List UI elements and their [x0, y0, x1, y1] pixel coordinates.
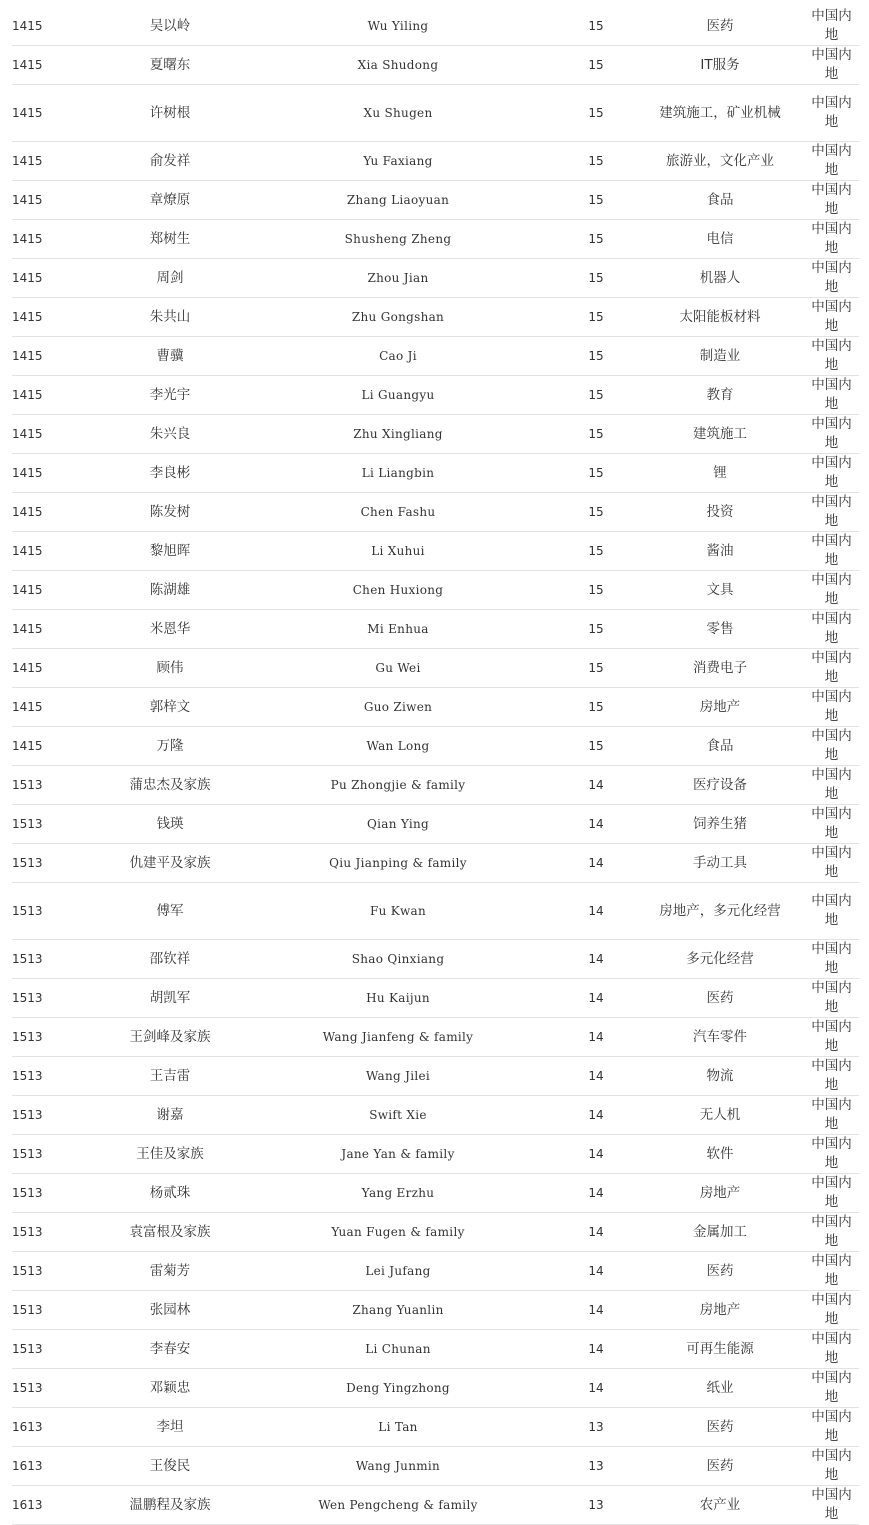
english-name-cell: Li Liangbin — [240, 454, 556, 493]
rank-cell: 1415 — [12, 649, 100, 688]
table-row — [12, 883, 859, 940]
industry-cell: 可再生能源 — [636, 1330, 804, 1369]
table-row — [12, 376, 859, 415]
industry-cell: 旅游业，文化产业 — [636, 142, 804, 181]
english-name-cell: Jane Yan & family — [240, 1135, 556, 1174]
table-row — [12, 337, 859, 376]
region-cell: 中国内地 — [804, 844, 859, 883]
rank-cell: 1513 — [12, 1330, 100, 1369]
chinese-name-cell: 吴以岭 — [100, 7, 240, 46]
table-row — [12, 1135, 859, 1174]
rank-cell: 1415 — [12, 493, 100, 532]
chinese-name-cell: 夏曙东 — [100, 46, 240, 85]
wealth-cell: 14 — [556, 1018, 636, 1057]
table-row — [12, 805, 859, 844]
region-cell: 中国内地 — [804, 1213, 859, 1252]
wealth-cell: 15 — [556, 142, 636, 181]
rank-cell: 1415 — [12, 376, 100, 415]
region-cell: 中国内地 — [804, 337, 859, 376]
english-name-cell: Li Xuhui — [240, 532, 556, 571]
industry-cell: 食品 — [636, 727, 804, 766]
wealth-cell: 13 — [556, 1447, 636, 1486]
rank-cell: 1415 — [12, 337, 100, 376]
region-cell: 中国内地 — [804, 46, 859, 85]
english-name-cell: Zhang Yuanlin — [240, 1291, 556, 1330]
region-cell: 中国内地 — [804, 493, 859, 532]
rank-cell: 1513 — [12, 844, 100, 883]
chinese-name-cell: 傅军 — [100, 883, 240, 940]
region-cell: 中国内地 — [804, 1369, 859, 1408]
region-cell: 中国内地 — [804, 454, 859, 493]
region-cell: 中国内地 — [804, 1135, 859, 1174]
wealth-cell: 15 — [556, 415, 636, 454]
chinese-name-cell: 许树根 — [100, 85, 240, 142]
wealth-cell: 15 — [556, 337, 636, 376]
english-name-cell: Chen Huxiong — [240, 571, 556, 610]
wealth-cell: 15 — [556, 46, 636, 85]
region-cell: 中国内地 — [804, 220, 859, 259]
rich-list-body — [12, 7, 859, 1525]
chinese-name-cell: 曹骥 — [100, 337, 240, 376]
industry-cell: 医药 — [636, 1447, 804, 1486]
industry-cell: 汽车零件 — [636, 1018, 804, 1057]
table-row — [12, 1213, 859, 1252]
rank-cell: 1415 — [12, 181, 100, 220]
wealth-cell: 15 — [556, 649, 636, 688]
region-cell: 中国内地 — [804, 1252, 859, 1291]
industry-cell: 软件 — [636, 1135, 804, 1174]
industry-cell: 文具 — [636, 571, 804, 610]
wealth-cell: 14 — [556, 883, 636, 940]
english-name-cell: Guo Ziwen — [240, 688, 556, 727]
industry-cell: 多元化经营 — [636, 940, 804, 979]
industry-cell: 农产业 — [636, 1486, 804, 1525]
rank-cell: 1513 — [12, 766, 100, 805]
english-name-cell: Lei Jufang — [240, 1252, 556, 1291]
english-name-cell: Wen Pengcheng & family — [240, 1486, 556, 1525]
rank-cell: 1415 — [12, 688, 100, 727]
chinese-name-cell: 李光宇 — [100, 376, 240, 415]
english-name-cell: Swift Xie — [240, 1096, 556, 1135]
table-row — [12, 7, 859, 46]
rank-cell: 1415 — [12, 46, 100, 85]
industry-cell: 医药 — [636, 1252, 804, 1291]
rank-cell: 1613 — [12, 1408, 100, 1447]
industry-cell: 机器人 — [636, 259, 804, 298]
chinese-name-cell: 钱瑛 — [100, 805, 240, 844]
chinese-name-cell: 朱共山 — [100, 298, 240, 337]
rank-cell: 1613 — [12, 1486, 100, 1525]
chinese-name-cell: 李坦 — [100, 1408, 240, 1447]
chinese-name-cell: 仇建平及家族 — [100, 844, 240, 883]
region-cell: 中国内地 — [804, 649, 859, 688]
rank-cell: 1513 — [12, 1018, 100, 1057]
table-row — [12, 979, 859, 1018]
english-name-cell: Li Guangyu — [240, 376, 556, 415]
rank-cell: 1415 — [12, 298, 100, 337]
chinese-name-cell: 郭梓文 — [100, 688, 240, 727]
wealth-cell: 14 — [556, 1330, 636, 1369]
table-row — [12, 1330, 859, 1369]
chinese-name-cell: 王吉雷 — [100, 1057, 240, 1096]
rich-list-table — [12, 7, 859, 1525]
table-row — [12, 1447, 859, 1486]
region-cell: 中国内地 — [804, 1486, 859, 1525]
region-cell: 中国内地 — [804, 415, 859, 454]
table-row — [12, 571, 859, 610]
rank-cell: 1415 — [12, 727, 100, 766]
english-name-cell: Xia Shudong — [240, 46, 556, 85]
chinese-name-cell: 袁富根及家族 — [100, 1213, 240, 1252]
industry-cell: 食品 — [636, 181, 804, 220]
table-row — [12, 454, 859, 493]
wealth-cell: 15 — [556, 532, 636, 571]
industry-cell: 电信 — [636, 220, 804, 259]
english-name-cell: Yang Erzhu — [240, 1174, 556, 1213]
chinese-name-cell: 王剑峰及家族 — [100, 1018, 240, 1057]
english-name-cell: Cao Ji — [240, 337, 556, 376]
wealth-cell: 15 — [556, 259, 636, 298]
table-row — [12, 1369, 859, 1408]
region-cell: 中国内地 — [804, 766, 859, 805]
english-name-cell: Zhu Xingliang — [240, 415, 556, 454]
rank-cell: 1513 — [12, 1174, 100, 1213]
industry-cell: 太阳能板材料 — [636, 298, 804, 337]
wealth-cell: 14 — [556, 1291, 636, 1330]
wealth-cell: 15 — [556, 298, 636, 337]
industry-cell: 制造业 — [636, 337, 804, 376]
rank-cell: 1415 — [12, 85, 100, 142]
region-cell: 中国内地 — [804, 688, 859, 727]
english-name-cell: Fu Kwan — [240, 883, 556, 940]
wealth-cell: 14 — [556, 1057, 636, 1096]
region-cell: 中国内地 — [804, 1408, 859, 1447]
region-cell: 中国内地 — [804, 376, 859, 415]
english-name-cell: Chen Fashu — [240, 493, 556, 532]
rank-cell: 1415 — [12, 532, 100, 571]
chinese-name-cell: 李春安 — [100, 1330, 240, 1369]
wealth-cell: 15 — [556, 727, 636, 766]
chinese-name-cell: 黎旭晖 — [100, 532, 240, 571]
industry-cell: 房地产 — [636, 688, 804, 727]
english-name-cell: Shusheng Zheng — [240, 220, 556, 259]
chinese-name-cell: 胡凯军 — [100, 979, 240, 1018]
industry-cell: 无人机 — [636, 1096, 804, 1135]
english-name-cell: Qiu Jianping & family — [240, 844, 556, 883]
region-cell: 中国内地 — [804, 940, 859, 979]
rank-cell: 1513 — [12, 1096, 100, 1135]
industry-cell: 物流 — [636, 1057, 804, 1096]
wealth-cell: 15 — [556, 7, 636, 46]
chinese-name-cell: 邓颖忠 — [100, 1369, 240, 1408]
region-cell: 中国内地 — [804, 85, 859, 142]
chinese-name-cell: 邵钦祥 — [100, 940, 240, 979]
english-name-cell: Zhang Liaoyuan — [240, 181, 556, 220]
industry-cell: 房地产 — [636, 1291, 804, 1330]
rank-cell: 1613 — [12, 1447, 100, 1486]
wealth-cell: 14 — [556, 1213, 636, 1252]
chinese-name-cell: 陈发树 — [100, 493, 240, 532]
industry-cell: 建筑施工，矿业机械 — [636, 85, 804, 142]
english-name-cell: Gu Wei — [240, 649, 556, 688]
wealth-cell: 15 — [556, 85, 636, 142]
region-cell: 中国内地 — [804, 1330, 859, 1369]
industry-cell: 房地产，多元化经营 — [636, 883, 804, 940]
rank-cell: 1415 — [12, 571, 100, 610]
industry-cell: 消费电子 — [636, 649, 804, 688]
chinese-name-cell: 顾伟 — [100, 649, 240, 688]
chinese-name-cell: 张园林 — [100, 1291, 240, 1330]
region-cell: 中国内地 — [804, 532, 859, 571]
chinese-name-cell: 朱兴良 — [100, 415, 240, 454]
rank-cell: 1415 — [12, 259, 100, 298]
industry-cell: 锂 — [636, 454, 804, 493]
english-name-cell: Wan Long — [240, 727, 556, 766]
chinese-name-cell: 谢嘉 — [100, 1096, 240, 1135]
table-row — [12, 415, 859, 454]
table-row — [12, 85, 859, 142]
table-row — [12, 181, 859, 220]
table-row — [12, 142, 859, 181]
rank-cell: 1513 — [12, 805, 100, 844]
table-row — [12, 220, 859, 259]
industry-cell: 投资 — [636, 493, 804, 532]
region-cell: 中国内地 — [804, 883, 859, 940]
region-cell: 中国内地 — [804, 1057, 859, 1096]
industry-cell: 建筑施工 — [636, 415, 804, 454]
table-row — [12, 1018, 859, 1057]
table-row — [12, 1057, 859, 1096]
region-cell: 中国内地 — [804, 805, 859, 844]
english-name-cell: Wang Jilei — [240, 1057, 556, 1096]
region-cell: 中国内地 — [804, 142, 859, 181]
table-row — [12, 298, 859, 337]
region-cell: 中国内地 — [804, 181, 859, 220]
english-name-cell: Zhou Jian — [240, 259, 556, 298]
rank-cell: 1415 — [12, 610, 100, 649]
rank-cell: 1415 — [12, 454, 100, 493]
region-cell: 中国内地 — [804, 979, 859, 1018]
english-name-cell: Pu Zhongjie & family — [240, 766, 556, 805]
industry-cell: 零售 — [636, 610, 804, 649]
chinese-name-cell: 周剑 — [100, 259, 240, 298]
english-name-cell: Wang Junmin — [240, 1447, 556, 1486]
wealth-cell: 13 — [556, 1408, 636, 1447]
table-row — [12, 766, 859, 805]
chinese-name-cell: 万隆 — [100, 727, 240, 766]
wealth-cell: 15 — [556, 220, 636, 259]
wealth-cell: 14 — [556, 766, 636, 805]
region-cell: 中国内地 — [804, 610, 859, 649]
industry-cell: 医疗设备 — [636, 766, 804, 805]
chinese-name-cell: 李良彬 — [100, 454, 240, 493]
english-name-cell: Hu Kaijun — [240, 979, 556, 1018]
wealth-cell: 15 — [556, 181, 636, 220]
english-name-cell: Wang Jianfeng & family — [240, 1018, 556, 1057]
english-name-cell: Yuan Fugen & family — [240, 1213, 556, 1252]
rank-cell: 1415 — [12, 220, 100, 259]
region-cell: 中国内地 — [804, 1447, 859, 1486]
industry-cell: 酱油 — [636, 532, 804, 571]
wealth-cell: 15 — [556, 688, 636, 727]
english-name-cell: Deng Yingzhong — [240, 1369, 556, 1408]
chinese-name-cell: 俞发祥 — [100, 142, 240, 181]
rank-cell: 1415 — [12, 415, 100, 454]
rank-cell: 1415 — [12, 142, 100, 181]
wealth-cell: 14 — [556, 844, 636, 883]
wealth-cell: 14 — [556, 805, 636, 844]
table-row — [12, 688, 859, 727]
table-row — [12, 1408, 859, 1447]
english-name-cell: Zhu Gongshan — [240, 298, 556, 337]
table-row — [12, 1486, 859, 1525]
rank-cell: 1415 — [12, 7, 100, 46]
region-cell: 中国内地 — [804, 727, 859, 766]
rank-cell: 1513 — [12, 1057, 100, 1096]
region-cell: 中国内地 — [804, 1174, 859, 1213]
table-row — [12, 1252, 859, 1291]
english-name-cell: Shao Qinxiang — [240, 940, 556, 979]
rank-cell: 1513 — [12, 1369, 100, 1408]
table-row — [12, 259, 859, 298]
wealth-cell: 14 — [556, 1174, 636, 1213]
region-cell: 中国内地 — [804, 571, 859, 610]
rank-cell: 1513 — [12, 1291, 100, 1330]
table-row — [12, 727, 859, 766]
english-name-cell: Xu Shugen — [240, 85, 556, 142]
region-cell: 中国内地 — [804, 298, 859, 337]
english-name-cell: Li Tan — [240, 1408, 556, 1447]
table-row — [12, 649, 859, 688]
chinese-name-cell: 杨贰珠 — [100, 1174, 240, 1213]
rank-cell: 1513 — [12, 979, 100, 1018]
english-name-cell: Li Chunan — [240, 1330, 556, 1369]
wealth-cell: 15 — [556, 571, 636, 610]
wealth-cell: 15 — [556, 610, 636, 649]
rank-cell: 1513 — [12, 940, 100, 979]
region-cell: 中国内地 — [804, 7, 859, 46]
rank-cell: 1513 — [12, 1252, 100, 1291]
chinese-name-cell: 米恩华 — [100, 610, 240, 649]
table-row — [12, 610, 859, 649]
chinese-name-cell: 郑树生 — [100, 220, 240, 259]
wealth-cell: 14 — [556, 1096, 636, 1135]
english-name-cell: Qian Ying — [240, 805, 556, 844]
wealth-cell: 15 — [556, 454, 636, 493]
wealth-cell: 14 — [556, 979, 636, 1018]
wealth-cell: 14 — [556, 1369, 636, 1408]
industry-cell: 医药 — [636, 1408, 804, 1447]
table-row — [12, 46, 859, 85]
industry-cell: IT服务 — [636, 46, 804, 85]
rank-cell: 1513 — [12, 1213, 100, 1252]
industry-cell: 房地产 — [636, 1174, 804, 1213]
wealth-cell: 15 — [556, 493, 636, 532]
industry-cell: 医药 — [636, 979, 804, 1018]
industry-cell: 饲养生猪 — [636, 805, 804, 844]
chinese-name-cell: 蒲忠杰及家族 — [100, 766, 240, 805]
table-row — [12, 532, 859, 571]
chinese-name-cell: 陈湖雄 — [100, 571, 240, 610]
english-name-cell: Wu Yiling — [240, 7, 556, 46]
region-cell: 中国内地 — [804, 1096, 859, 1135]
industry-cell: 手动工具 — [636, 844, 804, 883]
english-name-cell: Yu Faxiang — [240, 142, 556, 181]
table-row — [12, 1096, 859, 1135]
english-name-cell: Mi Enhua — [240, 610, 556, 649]
table-row — [12, 844, 859, 883]
region-cell: 中国内地 — [804, 259, 859, 298]
region-cell: 中国内地 — [804, 1018, 859, 1057]
table-row — [12, 940, 859, 979]
industry-cell: 金属加工 — [636, 1213, 804, 1252]
table-row — [12, 1174, 859, 1213]
industry-cell: 纸业 — [636, 1369, 804, 1408]
industry-cell: 教育 — [636, 376, 804, 415]
region-cell: 中国内地 — [804, 1291, 859, 1330]
wealth-cell: 15 — [556, 376, 636, 415]
wealth-cell: 14 — [556, 1135, 636, 1174]
chinese-name-cell: 温鹏程及家族 — [100, 1486, 240, 1525]
chinese-name-cell: 雷菊芳 — [100, 1252, 240, 1291]
chinese-name-cell: 王佳及家族 — [100, 1135, 240, 1174]
chinese-name-cell: 章燎原 — [100, 181, 240, 220]
rank-cell: 1513 — [12, 883, 100, 940]
wealth-cell: 14 — [556, 1252, 636, 1291]
wealth-cell: 14 — [556, 940, 636, 979]
table-row — [12, 493, 859, 532]
wealth-cell: 13 — [556, 1486, 636, 1525]
industry-cell: 医药 — [636, 7, 804, 46]
rank-cell: 1513 — [12, 1135, 100, 1174]
table-row — [12, 1291, 859, 1330]
chinese-name-cell: 王俊民 — [100, 1447, 240, 1486]
